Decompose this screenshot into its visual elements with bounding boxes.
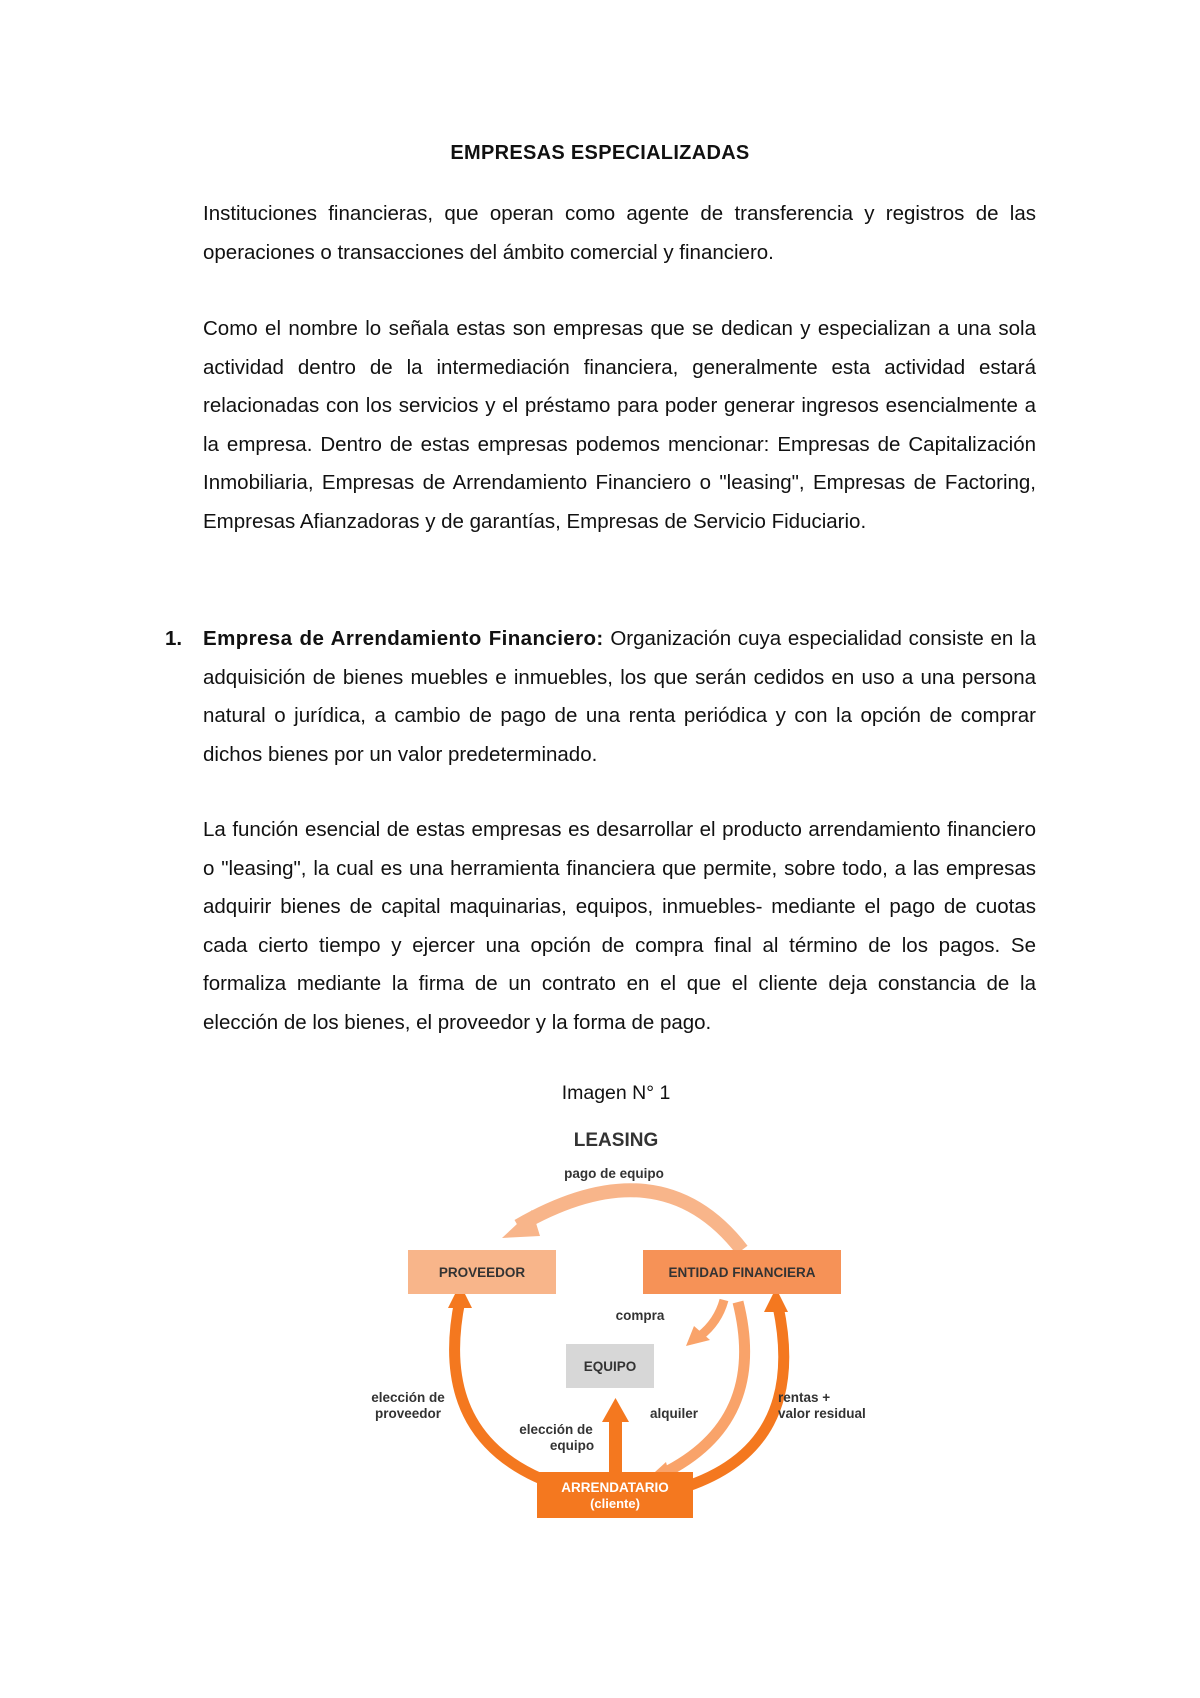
list-item-number: 1.	[165, 627, 183, 650]
paragraph-intro: Instituciones financieras, que operan como agente de transferencia y registros de las operaciones o transacciones del ámbito comercial y financiero.	[203, 202, 1036, 264]
list-item-term: Empresa de Arrendamiento Financiero:	[203, 627, 604, 650]
label-eleccion-equipo-1: elección de	[519, 1422, 593, 1437]
list-item-text: Organización cuya especialidad consiste en la adquisición de bienes muebles e inmuebles, los que serán cedidos en uso a una persona natural o jurídica, a cambio de pago de una renta periódica y con la opción de comprar dichos bienes por un valor predeterminado.	[203, 627, 1037, 766]
label-rentas-1: rentas +	[778, 1390, 831, 1405]
list-item-arrendamiento	[203, 620, 1036, 774]
node-entidad-financiera-label: ENTIDAD FINANCIERA	[668, 1265, 816, 1280]
image-caption: Imagen N° 1	[561, 1082, 671, 1104]
arrow-compra	[700, 1300, 724, 1336]
label-eleccion-proveedor-2: proveedor	[374, 1406, 442, 1421]
label-pago-equipo: pago de equipo	[564, 1166, 664, 1181]
node-arrendatario	[537, 1472, 693, 1518]
label-eleccion-equipo-2: equipo	[549, 1438, 595, 1453]
arrow-eleccion-proveedor	[455, 1300, 566, 1488]
arrow-eleccion-equipo	[609, 1418, 622, 1476]
label-alquiler: alquiler	[649, 1406, 699, 1421]
paragraph-funcion: La función esencial de estas empresas es desarrollar el producto arrendamiento financiero o "leasing", la cual es una herramienta financiera que permite, sobre todo, a las empresas adquirir bienes de capital maquinarias, equipos, inmuebles- mediante el pago de cuotas cada cierto tiempo y ejercer una opción de compra final al término de los pagos. Se formaliza mediante la firma de un contrato en el que el cliente deja constancia de la elección de los bienes, el proveedor y la forma de pago.	[203, 818, 1036, 1034]
arrow-pago-equipo	[518, 1190, 742, 1250]
leasing-diagram	[360, 1122, 900, 1522]
node-arrendatario-label: ARRENDATARIO	[561, 1480, 669, 1495]
label-rentas-2: valor residual	[778, 1406, 866, 1421]
document-title: EMPRESAS ESPECIALIZADAS	[450, 142, 750, 164]
node-proveedor-label: PROVEEDOR	[438, 1265, 526, 1280]
node-equipo-label: EQUIPO	[583, 1359, 637, 1374]
paragraph-description: Como el nombre lo señala estas son empresas que se dedican y especializan a una sola actividad dentro de la intermediación financiera, generalmente esta actividad estará relacionadas con los servicios y el préstamo para poder generar ingresos esencialmente a la empresa. Dentro de estas empresas podemos mencionar: Empresas de Capitalización Inmobiliaria, Empresas de Arrendamiento Financiero o "leasing", Empresas de Factoring, Empresas Afianzadoras y de garantías, Empresas de Servicio Fiduciario.	[203, 317, 1036, 533]
arrowhead-eleccion-equipo	[602, 1398, 629, 1422]
label-eleccion-proveedor-1: elección de	[371, 1390, 445, 1405]
diagram-title: LEASING	[573, 1130, 659, 1151]
label-compra: compra	[615, 1308, 665, 1323]
node-arrendatario-sub: (cliente)	[590, 1496, 640, 1511]
